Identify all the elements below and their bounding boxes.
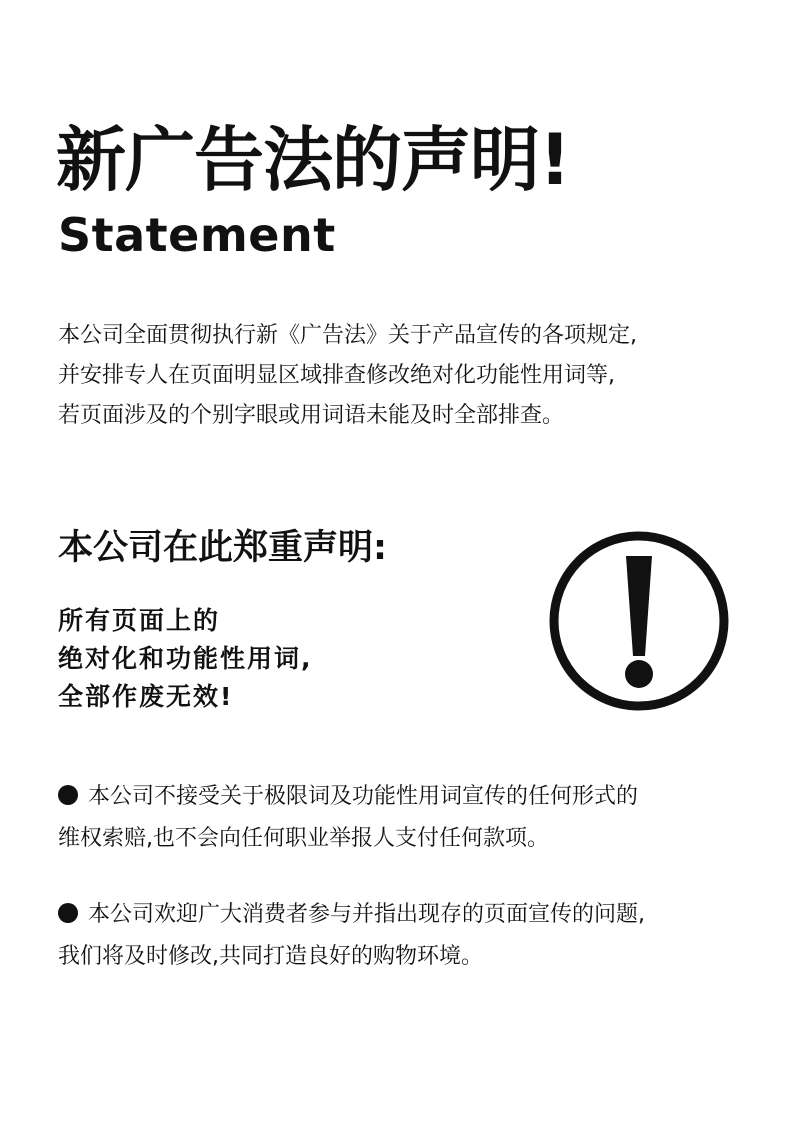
- note-text: 本公司不接受关于极限词及功能性用词宣传的任何形式的: [88, 784, 639, 809]
- note-line: 我们将及时修改,共同打造良好的购物环境。: [58, 944, 483, 969]
- filled-circle-bullet-icon: [58, 903, 78, 923]
- page-subtitle: Statement: [58, 208, 336, 262]
- exclamation-circle-icon: [546, 528, 732, 714]
- declaration-line: 全部作废无效!: [58, 682, 234, 711]
- note-line: [58, 894, 758, 936]
- declaration-heading: 本公司在此郑重声明:: [58, 528, 387, 568]
- declaration-body: [58, 602, 313, 716]
- notes-section: [58, 776, 758, 1012]
- note-line: 维权索赔,也不会向任何职业举报人支付任何款项。: [58, 826, 549, 851]
- note-text: 本公司欢迎广大消费者参与并指出现存的页面宣传的问题,: [88, 902, 645, 927]
- declaration-line: 绝对化和功能性用词,: [58, 644, 313, 673]
- filled-circle-bullet-icon: [58, 785, 78, 805]
- note-item: [58, 894, 758, 978]
- intro-line: 本公司全面贯彻执行新《广告法》关于产品宣传的各项规定,: [58, 323, 637, 348]
- declaration-line: 所有页面上的: [58, 606, 221, 635]
- note-line: [58, 776, 758, 818]
- intro-line: 并安排专人在页面明显区域排查修改绝对化功能性用词等,: [58, 363, 615, 388]
- page-title: 新广告法的声明!: [56, 119, 570, 201]
- intro-paragraph: [58, 316, 758, 436]
- intro-line: 若页面涉及的个别字眼或用词语未能及时全部排查。: [58, 403, 565, 428]
- note-item: [58, 776, 758, 860]
